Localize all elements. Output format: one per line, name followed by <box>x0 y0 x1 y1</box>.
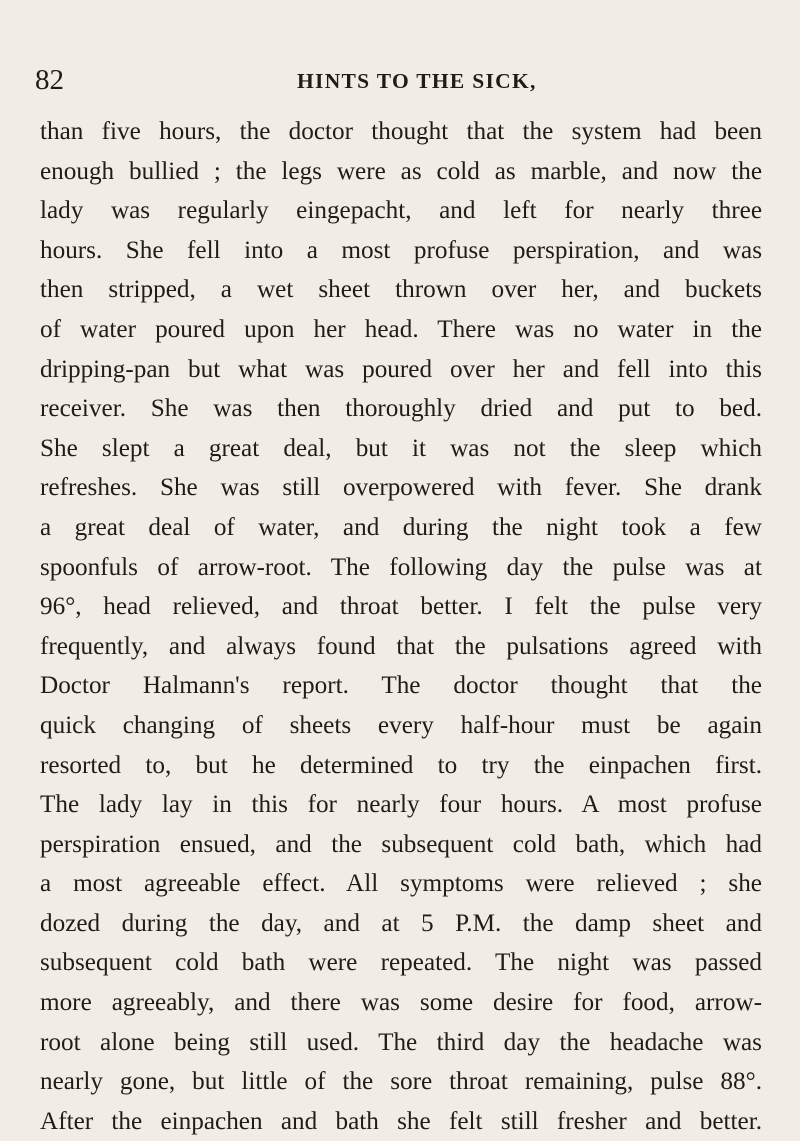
text-line: receiver. She was then thoroughly dried and put to bed. <box>40 395 762 423</box>
text-line: hours. She fell into a most profuse perspiration, and was <box>40 236 762 264</box>
text-line: dripping-pan but what was poured over her and fell into this <box>40 355 762 383</box>
text-line: than five hours, the doctor thought that the system had been <box>40 118 762 145</box>
text-line: She slept a great deal, but it was not the sleep which <box>40 434 762 462</box>
text-line: quick changing of sheets every half-hour must be again <box>40 711 762 739</box>
page-number: 82 <box>35 64 64 96</box>
text-line: The lady lay in this for nearly four hours. A most profuse <box>40 791 762 819</box>
text-line: subsequent cold bath were repeated. The night was passed <box>40 949 762 977</box>
text-line: Doctor Halmann's report. The doctor thought that the <box>40 672 762 700</box>
running-title: HINTS TO THE SICK, <box>297 69 537 93</box>
text-line: spoonfuls of arrow-root. The following day the pulse was at <box>40 553 762 581</box>
text-line: resorted to, but he determined to try the einpachen first. <box>40 751 762 779</box>
body-text <box>40 112 762 1141</box>
text-line: a great deal of water, and during the night took a few <box>40 513 762 541</box>
text-line: perspiration ensued, and the subsequent cold bath, which had <box>40 830 762 858</box>
text-line: more agreeably, and there was some desire for food, arrow- <box>40 989 762 1017</box>
text-line: After the einpachen and bath she felt still fresher and better. <box>40 1107 762 1135</box>
text-line: refreshes. She was still overpowered with fever. She drank <box>40 474 762 502</box>
text-line: root alone being still used. The third day the headache was <box>40 1028 762 1056</box>
text-line: 96°, head relieved, and throat better. I felt the pulse very <box>40 593 762 621</box>
running-head <box>35 62 760 98</box>
text-line: enough bullied ; the legs were as cold as marble, and now the <box>40 157 762 185</box>
text-line: nearly gone, but little of the sore throat remaining, pulse 88°. <box>40 1068 762 1096</box>
text-line: lady was regularly eingepacht, and left for nearly three <box>40 197 762 225</box>
text-line: of water poured upon her head. There was no water in the <box>40 315 762 343</box>
text-line: a most agreeable effect. All symptoms were relieved ; she <box>40 870 762 898</box>
text-line: dozed during the day, and at 5 P.M. the damp sheet and <box>40 909 762 937</box>
text-line: frequently, and always found that the pulsations agreed with <box>40 632 762 660</box>
text-line: then stripped, a wet sheet thrown over her, and buckets <box>40 276 762 304</box>
